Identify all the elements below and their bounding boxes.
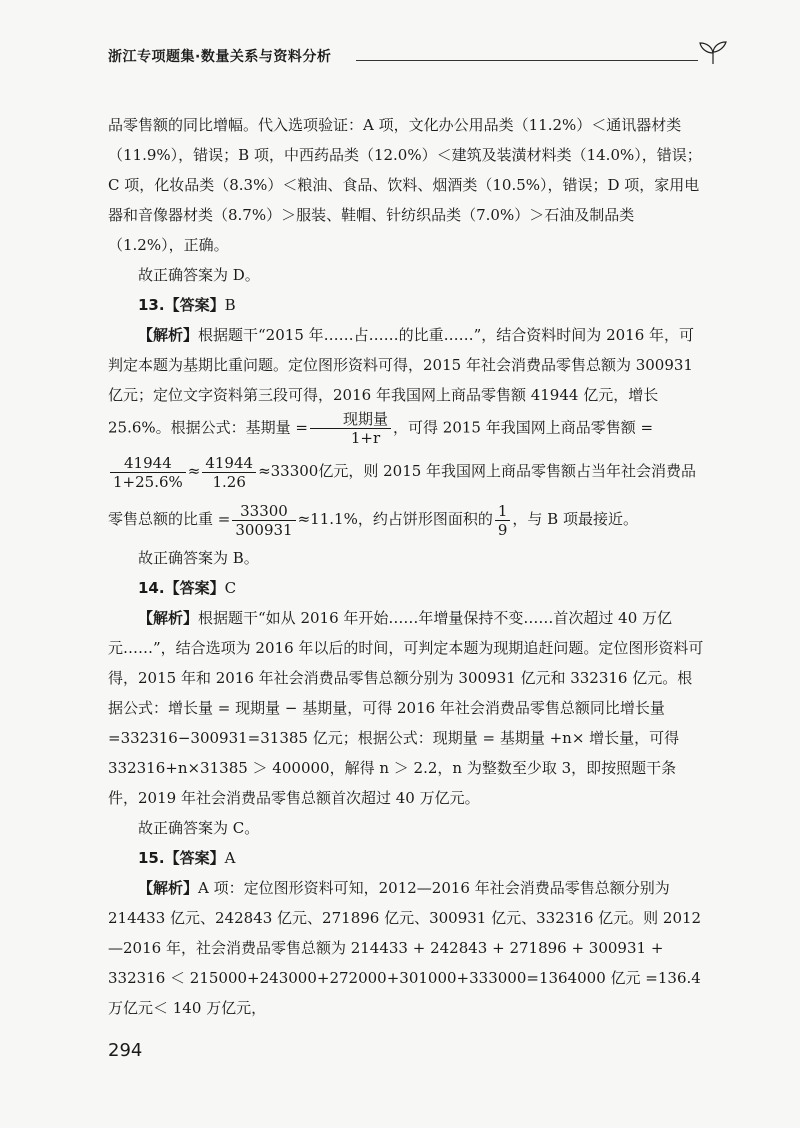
q15-answer-label: 15.【答案】 — [138, 849, 225, 867]
q13-text-1: 根据题干“2015 年……占……的比重……”，结合资料时间为 2016 年，可判定本题为基期比重问题。定位图形资料可得，2015 年社会消费品零售总额为 300931 亿元；定位文字资料第三段可得，2016 年我国网上商品零售额 41944 亿元，增长 25.6%。根据公式：基期量 = — [108, 326, 695, 437]
q15-analysis-label: 【解析】 — [138, 879, 199, 897]
fraction-numerator: 33300 — [232, 502, 295, 521]
q14-analysis — [108, 603, 704, 813]
sprout-leaf-icon — [698, 40, 728, 66]
fraction-denominator: 1+25.6% — [113, 472, 183, 491]
q13-conclusion: 故正确答案为 B。 — [138, 549, 259, 567]
fraction-numerator: 现期量 — [310, 410, 391, 429]
fraction-denominator: 1+r — [350, 429, 381, 447]
page-body — [108, 110, 704, 1023]
q13-calculation — [108, 447, 704, 543]
q15-answer-line — [108, 843, 704, 873]
approx-sign: ≈ — [187, 462, 201, 480]
q13-text-4: ≈11.1%，约占饼形图面积的 — [297, 510, 493, 528]
q14-answer-line — [108, 573, 704, 603]
paragraph-continued: 品零售额的同比增幅。代入选项验证：A 项，文化办公用品类（11.2%）＜通讯器材类（11.9%），错误；B 项，中西药品类（12.0%）＜建筑及装潢材料类（14.0%），错误；C 项，化妆品类（8.3%）＜粮油、食品、饮料、烟酒类（10.5%），错误；D 项，家用电器和音像器材类（8.7%）＞服装、鞋帽、针纺织品类（7.0%）＞石油及制品类（1.2%），正确。 — [108, 116, 702, 254]
q14-analysis-label: 【解析】 — [138, 609, 199, 627]
fraction-denominator: 9 — [497, 520, 508, 539]
formula-fraction — [310, 410, 391, 447]
q13-answer-line — [108, 290, 704, 320]
q15-text: A 项：定位图形资料可知，2012—2016 年社会消费品零售总额分别为 214433 亿元、242843 亿元、271896 亿元、300931 亿元、332316 亿元。则 2012—2016 年，社会消费品零售总额为 214433 + 242843 + 271896 + 300931 + 332316 ＜ 215000+243000+272000+301000+333000=1364000 亿元 =136.4 万亿元＜ 140 万亿元， — [108, 879, 702, 1017]
formula-fraction — [110, 454, 186, 491]
fraction-numerator: 41944 — [202, 454, 256, 473]
q14-answer: C — [224, 579, 237, 597]
q13-text-5: ，与 B 项最接近。 — [512, 510, 638, 528]
fraction-denominator: 300931 — [235, 520, 293, 539]
q13-text-2: ，可得 2015 年我国网上商品零售额 = — [393, 418, 654, 437]
q15-analysis — [108, 873, 704, 1023]
q14-text: 根据题干“如从 2016 年开始……年增量保持不变……首次超过 40 万亿元……”，结合选项为 2016 年以后的时间，可判定本题为现期追赶问题。定位图形资料可得，2015 年和 2016 年社会消费品零售总额分别为 300931 亿元和 332316 亿元。根据公式：增长量 = 现期量 − 基期量，可得 2016 年社会消费品零售总额同比增长量=332316−300931=31385 亿元；根据公式：现期量 = 基期量 +n× 增长量，可得 332316+n×31385 ＞ 400000，解得 n ＞ 2.2，n 为整数至少取 3，即按照题干条件，2019 年社会消费品零售总额首次超过 40 万亿元。 — [108, 609, 704, 807]
header-rule — [356, 60, 698, 61]
formula-fraction — [232, 502, 295, 539]
q13-analysis — [108, 320, 704, 447]
q14-conclusion: 故正确答案为 C。 — [138, 819, 260, 837]
q12-conclusion: 故正确答案为 D。 — [138, 266, 260, 284]
running-header — [108, 40, 728, 76]
formula-fraction — [495, 502, 511, 539]
q13-analysis-label: 【解析】 — [138, 326, 199, 344]
q15-answer: A — [224, 849, 236, 867]
q13-answer-label: 13.【答案】 — [138, 296, 225, 314]
fraction-denominator: 1.26 — [212, 472, 246, 491]
header-title: 浙江专项题集·数量关系与资料分析 — [108, 49, 332, 65]
page-number: 294 — [108, 1040, 143, 1061]
q14-answer-label: 14.【答案】 — [138, 579, 225, 597]
q13-answer: B — [224, 296, 236, 314]
fraction-numerator: 41944 — [110, 454, 186, 473]
q13-text-3: ≈33300亿元，则 2015 年我国网上商品零售额占当年社会消费品零售总额的比重 = — [108, 462, 697, 528]
fraction-numerator: 1 — [495, 502, 511, 521]
formula-fraction — [202, 454, 256, 491]
